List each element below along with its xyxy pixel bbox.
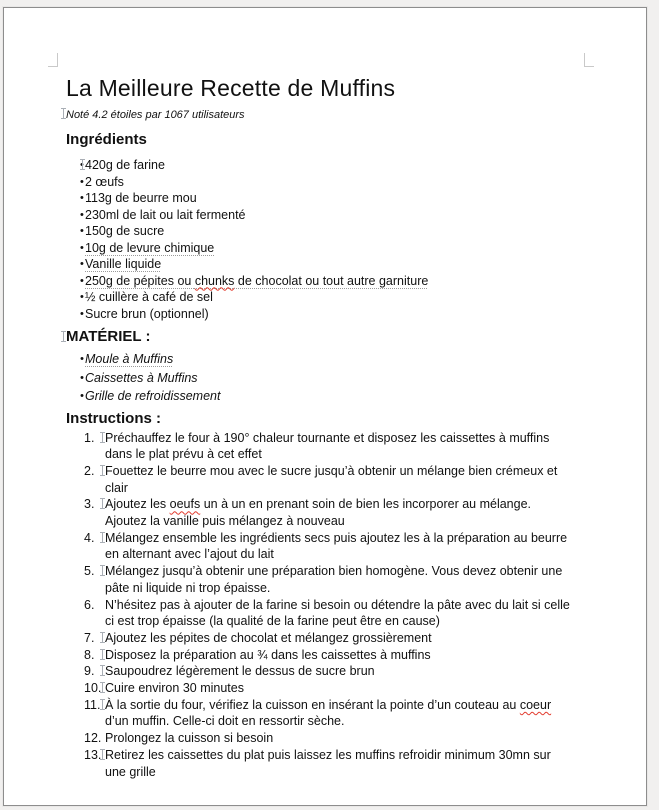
text-segment: de chocolat ou tout autre garniture: [234, 273, 429, 288]
list-item-text: [85, 257, 161, 271]
ingredients-list: [66, 157, 580, 322]
list-item[interactable]: [66, 680, 575, 697]
text-segment: À la sortie du four, vérifiez la cuisson en insérant la pointe d’un couteau au: [105, 697, 520, 712]
list-item[interactable]: [66, 289, 580, 306]
text-segment: Caissettes à Muffins: [85, 370, 198, 385]
list-item-text: [85, 158, 165, 172]
list-item-text: [105, 664, 375, 678]
list-item-text: [85, 175, 124, 189]
text-segment: Ajoutez les pépites de chocolat et mélangez grossièrement: [105, 630, 432, 645]
list-item-text: [105, 681, 244, 695]
list-item[interactable]: [66, 496, 575, 529]
text-segment: N’hésitez pas à ajouter de la farine si besoin ou détendre la pâte avec du lait si celle ci est trop épaisse (la qualité de la farine peut être en cause): [105, 597, 570, 629]
margin-crop-mark-top-left: [48, 53, 58, 67]
list-item[interactable]: [66, 240, 580, 257]
bookmark-marker-icon: [80, 159, 85, 170]
list-item-text: [85, 191, 197, 205]
text-segment: d’un muffin. Celle-ci doit en ressortir sèche.: [105, 714, 345, 729]
page-title: La Meilleure Recette de Muffins: [66, 75, 396, 101]
text-segment: Fouettez le beurre mou avec le sucre jusqu’à obtenir un mélange bien crémeux et clair: [105, 463, 558, 495]
text-segment: Ajoutez les: [105, 497, 170, 512]
list-item[interactable]: [66, 663, 575, 680]
materiel-list: [66, 350, 580, 406]
list-item-text: [105, 464, 557, 495]
bookmark-marker-icon: [100, 632, 105, 643]
bookmark-marker-icon: [100, 699, 105, 710]
list-item-text: [85, 371, 198, 385]
list-item-text: [105, 531, 567, 562]
materiel-heading: [66, 328, 580, 346]
list-item-text: [85, 290, 213, 304]
text-segment: 230ml de lait ou lait fermenté: [85, 207, 246, 222]
misspelled-word: coeur: [519, 697, 552, 712]
text-segment: 10g de levure chimique: [85, 240, 215, 255]
text-segment: 150g de sucre: [85, 224, 165, 238]
list-item-text: [85, 241, 214, 255]
text-segment: Mélangez ensemble les ingrédients secs puis ajoutez les à la préparation au beurre en alternant avec l’ajout du lait: [105, 530, 568, 562]
list-item[interactable]: [66, 647, 575, 664]
text-segment: Prolongez la cuisson si besoin: [105, 731, 274, 746]
text-segment: Préchauffez le four à 190° chaleur tournante et disposez les caissettes à muffins dans le plat prévu à cet effet: [105, 430, 550, 462]
list-item-text: [105, 698, 551, 729]
list-item-text: [85, 274, 428, 288]
list-item-text: [105, 631, 432, 645]
text-segment: Mélangez jusqu’à obtenir une préparation bien homogène. Vous devez obtenir une pâte ni liquide ni trop épaisse.: [105, 564, 563, 595]
list-item[interactable]: [66, 463, 575, 496]
list-item-text: [105, 648, 431, 662]
rating-subtitle-text: Noté 4.2 étoiles par 1067 utilisateurs: [66, 109, 245, 121]
list-item[interactable]: [66, 630, 575, 647]
text-segment: Disposez la préparation au ¾ dans les caissettes à muffins: [105, 647, 431, 662]
materiel-heading-text: MATÉRIEL :: [66, 328, 151, 345]
bookmark-marker-icon: [100, 432, 105, 443]
text-segment: Sucre brun (optionnel): [85, 306, 209, 321]
instructions-list: [66, 430, 575, 781]
bookmark-marker-icon: [61, 108, 66, 119]
list-item[interactable]: [66, 190, 580, 207]
list-item-text: [105, 731, 273, 745]
text-segment: 250g de pépites ou: [85, 273, 195, 288]
rating-subtitle: [66, 108, 580, 123]
misspelled-word: oeufs: [169, 497, 201, 512]
list-item[interactable]: [66, 350, 580, 369]
list-item-text: [105, 497, 531, 528]
list-item[interactable]: [66, 157, 580, 174]
list-item[interactable]: [66, 597, 575, 630]
text-segment: Grille de refroidissement: [85, 389, 221, 403]
text-segment: un à un en prenant soin de bien les incorporer au mélange. Ajoutez la vanille puis mélangez à nouveau: [105, 497, 531, 529]
list-item[interactable]: [66, 730, 575, 747]
text-segment: 113g de beurre mou: [85, 191, 197, 205]
list-item[interactable]: [66, 207, 580, 224]
document-body: [66, 8, 580, 780]
bookmark-marker-icon: [100, 749, 105, 760]
list-item-text: [85, 208, 246, 222]
list-item[interactable]: [66, 273, 580, 290]
list-item[interactable]: [66, 563, 575, 596]
text-segment: 420g de farine: [85, 158, 165, 172]
list-item[interactable]: [66, 697, 575, 730]
list-item[interactable]: [66, 387, 580, 406]
list-item[interactable]: [66, 256, 580, 273]
text-segment: Moule à Muffins: [85, 352, 174, 366]
bookmark-marker-icon: [100, 665, 105, 676]
list-item[interactable]: [66, 530, 575, 563]
list-item[interactable]: [66, 174, 580, 191]
list-item-text: [85, 389, 220, 403]
list-item[interactable]: [66, 306, 580, 323]
text-segment: Saupoudrez légèrement le dessus de sucre brun: [105, 664, 375, 679]
margin-crop-mark-top-right: [584, 53, 594, 67]
document-page[interactable]: [3, 7, 647, 806]
bookmark-marker-icon: [100, 649, 105, 660]
list-item-text: [105, 598, 570, 629]
text-segment: Cuire environ 30 minutes: [105, 681, 244, 696]
text-segment: Vanille liquide: [85, 257, 162, 271]
list-item-text: [85, 307, 209, 321]
text-segment: ½ cuillère à café de sel: [85, 290, 213, 304]
list-item-text: [105, 564, 562, 595]
misspelled-word: chunks: [194, 273, 235, 288]
ingredients-heading: Ingrédients: [66, 131, 147, 148]
bookmark-marker-icon: [61, 331, 66, 342]
bookmark-marker-icon: [100, 565, 105, 576]
bookmark-marker-icon: [100, 532, 105, 543]
bookmark-marker-icon: [100, 465, 105, 476]
list-item[interactable]: [66, 369, 580, 388]
bookmark-marker-icon: [100, 682, 105, 693]
list-item[interactable]: [66, 430, 575, 463]
text-segment: 2 œufs: [85, 174, 124, 189]
instructions-heading: Instructions :: [66, 409, 162, 427]
list-item[interactable]: [66, 223, 580, 240]
list-item-text: [105, 748, 551, 779]
list-item-text: [105, 431, 549, 462]
list-item-text: [85, 224, 164, 238]
list-item[interactable]: [66, 747, 575, 780]
bookmark-marker-icon: [100, 498, 105, 509]
text-segment: Retirez les caissettes du plat puis laissez les muffins refroidir minimum 30mn sur une grille: [105, 747, 551, 779]
list-item-text: [85, 352, 173, 366]
